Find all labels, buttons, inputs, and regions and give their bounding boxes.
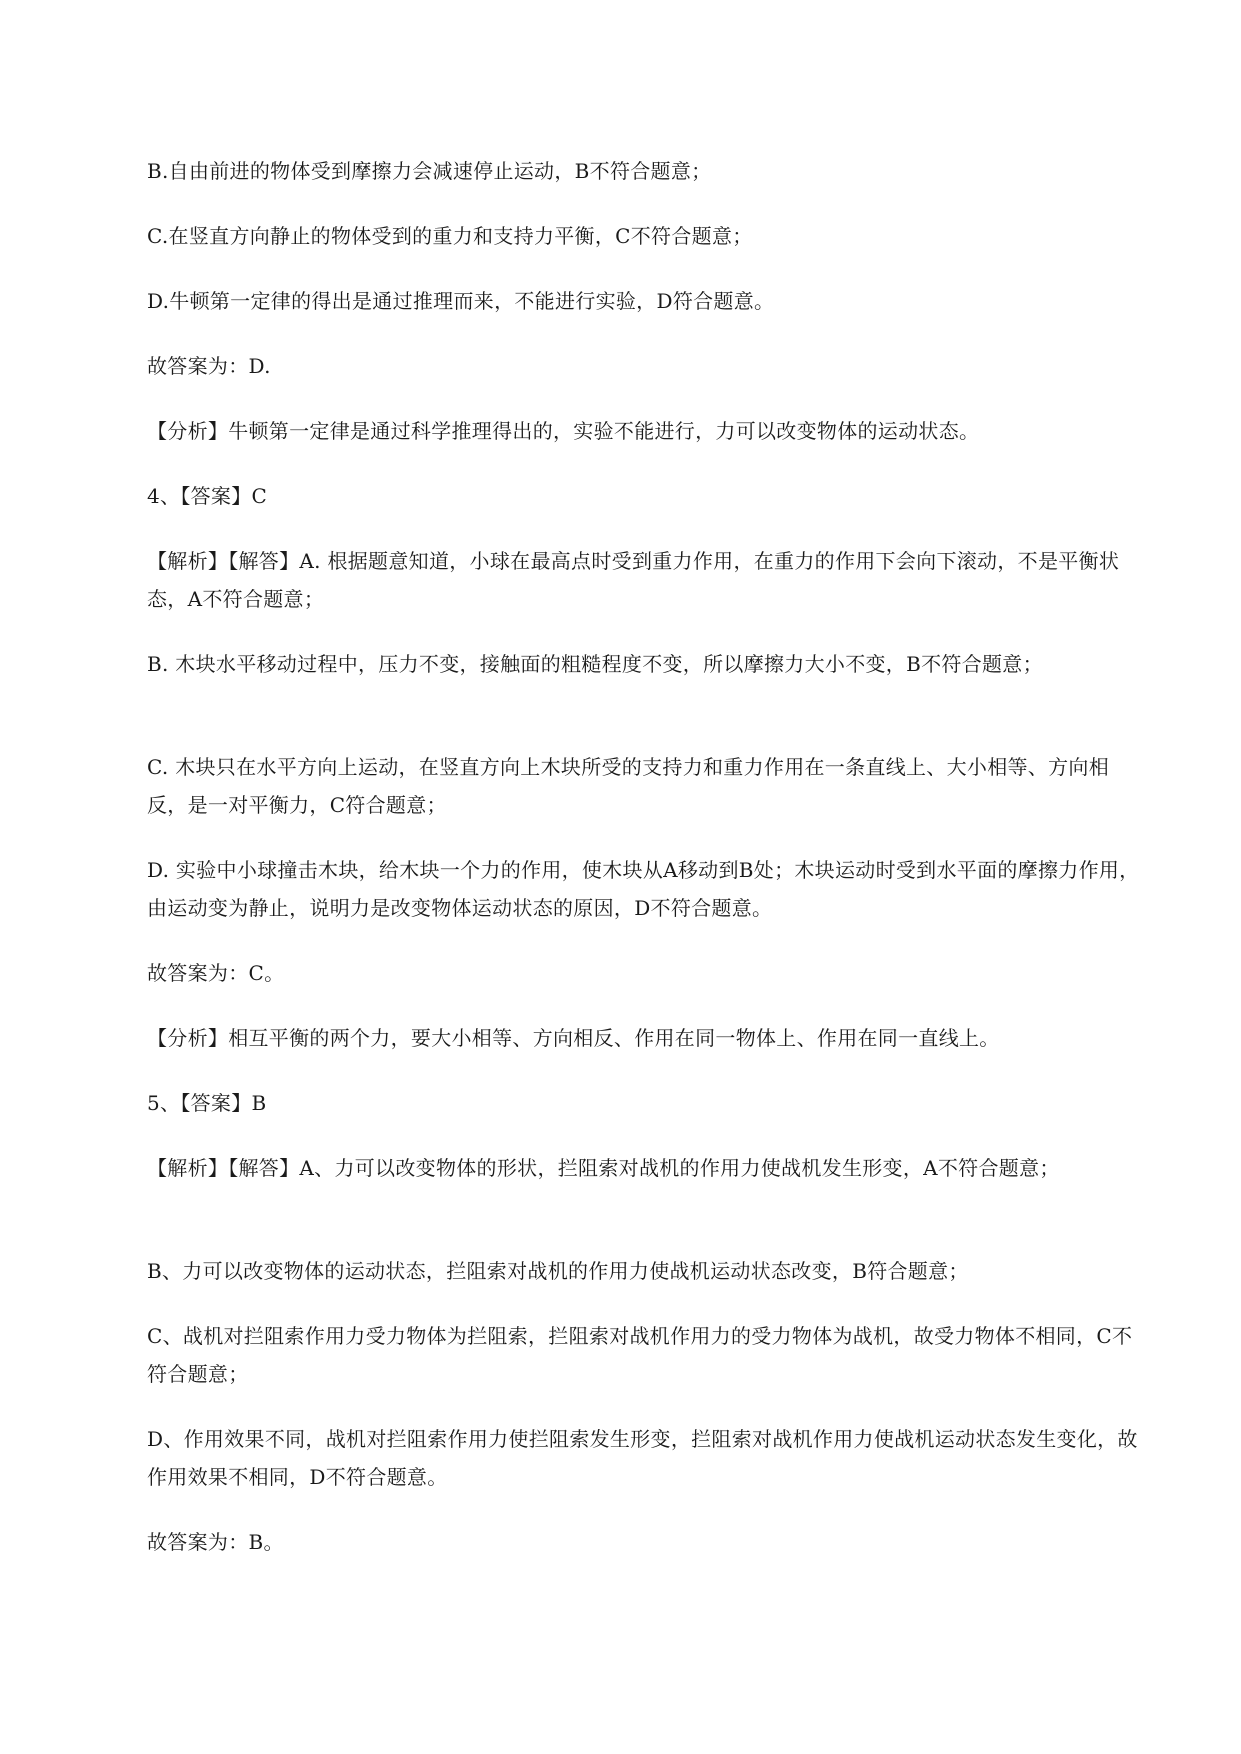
paragraph-analysis-4: 【分析】相互平衡的两个力，要大小相等、方向相反、作用在同一物体上、作用在同一直线上。	[147, 1026, 1000, 1050]
paragraph-option-b-friction: B.自由前进的物体受到摩擦力会减速停止运动，B不符合题意；	[147, 159, 712, 183]
paragraph-q4-explanation-a: 【解析】【解答】A. 根据题意知道，小球在最高点时受到重力作用，在重力的作用下会向下滚动，不是平衡状态，A不符合题意；	[147, 549, 1120, 611]
paragraph-q5-explanation-c: C、战机对拦阻索作用力受力物体为拦阻索，拦阻索对战机作用力的受力物体为战机，故受力物体不相同，C不符合题意；	[147, 1324, 1133, 1386]
paragraph-answer-5: 故答案为：B。	[147, 1530, 284, 1554]
paragraph-question-5-answer: 5、【答案】B	[147, 1091, 267, 1115]
paragraph-q5-explanation-a: 【解析】【解答】A、力可以改变物体的形状，拦阻索对战机的作用力使战机发生形变，A不符合题意；	[147, 1156, 1060, 1180]
paragraph-q4-explanation-b: B. 木块水平移动过程中，压力不变，接触面的粗糙程度不变，所以摩擦力大小不变，B不符合题意；	[147, 652, 1043, 676]
paragraph-question-4-answer: 4、【答案】C	[147, 484, 268, 508]
paragraph-q4-explanation-c: C. 木块只在水平方向上运动，在竖直方向上木块所受的支持力和重力作用在一条直线上、大小相等、方向相反，是一对平衡力，C符合题意；	[147, 755, 1110, 817]
paragraph-option-c-balance: C.在竖直方向静止的物体受到的重力和支持力平衡，C不符合题意；	[147, 224, 753, 248]
paragraph-analysis-3: 【分析】牛顿第一定律是通过科学推理得出的，实验不能进行，力可以改变物体的运动状态。	[147, 419, 980, 443]
paragraph-answer-3: 故答案为：D.	[147, 354, 271, 378]
paragraph-q5-explanation-d: D、作用效果不同，战机对拦阻索作用力使拦阻索发生形变，拦阻索对战机作用力使战机运动状态发生变化，故作用效果不相同，D不符合题意。	[147, 1427, 1138, 1489]
paragraph-q4-explanation-d: D. 实验中小球撞击木块，给木块一个力的作用，使木块从A移动到B处；木块运动时受到水平面的摩擦力作用，由运动变为静止，说明力是改变物体运动状态的原因，D不符合题意。	[147, 858, 1140, 920]
paragraph-answer-4: 故答案为：C。	[147, 961, 285, 985]
paragraph-option-d-newton: D.牛顿第一定律的得出是通过推理而来，不能进行实验，D符合题意。	[147, 289, 775, 313]
paragraph-q5-explanation-b: B、力可以改变物体的运动状态，拦阻索对战机的作用力使战机运动状态改变，B符合题意；	[147, 1259, 969, 1283]
